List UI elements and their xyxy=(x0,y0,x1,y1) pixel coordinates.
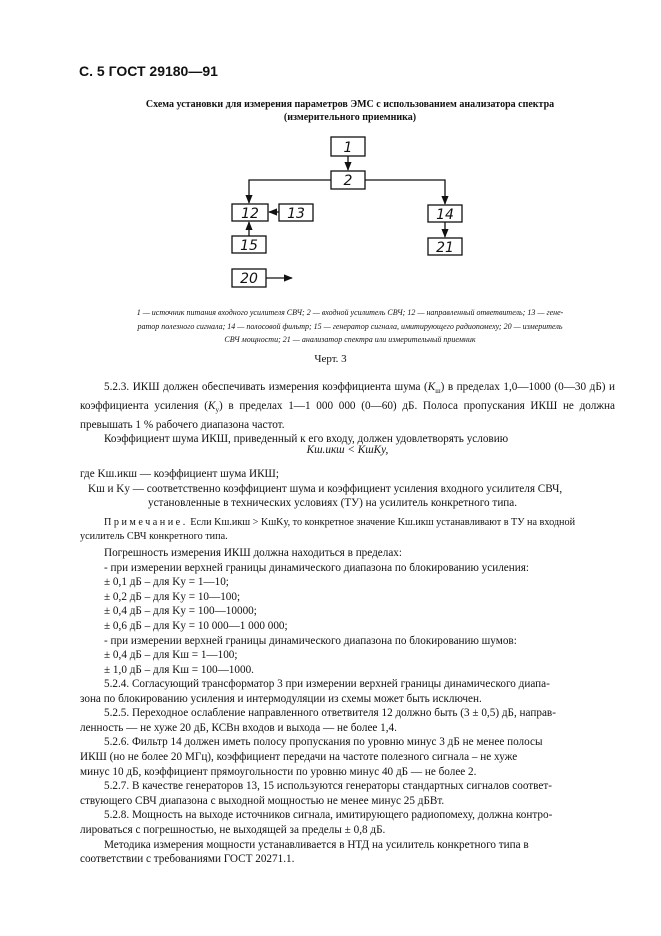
para-5-2-6-cont-1: ИКШ (но не более 20 МГц), коэффициент передачи на частоте полезного сигнала – не хуже xyxy=(80,750,518,763)
k-u-subscript: у xyxy=(215,406,219,415)
label-12: 12 xyxy=(241,206,259,222)
label-20: 20 xyxy=(240,271,258,287)
para-5-2-7-cont: ствующего СВЧ диапазона с выходной мощностью не менее минус 25 дБВт. xyxy=(80,794,445,807)
arrow-2-12 xyxy=(249,180,331,203)
note xyxy=(80,516,615,543)
note-text-1: Если Kш.икш > KшKу, то конкретное значение Kш.икш устанавливают в ТУ на входной xyxy=(190,517,576,528)
para-5-2-4: 5.2.4. Согласующий трансформатор 3 при измерении верхней границы динамического диапа- xyxy=(104,678,550,690)
error-item-5: ± 0,4 дБ – для Kш = 1—100; xyxy=(104,649,238,662)
figure-legend xyxy=(80,306,620,347)
caption-line-2: (измерительного приемника) xyxy=(283,112,417,123)
para-5-2-5-cont: ленность — не хуже 20 дБ, КСВн входов и выхода — не более 1,4. xyxy=(80,721,397,734)
para-5-2-3-start: 5.2.3. ИКШ должен обеспечивать измерения коэффициента шума ( xyxy=(104,381,428,393)
note-line-2: усилитель СВЧ конкретного типа. xyxy=(80,530,228,542)
error-gain-heading: - при измерении верхней границы динамического диапазона по блокированию усиления: xyxy=(104,561,529,574)
error-item-4: ± 0,6 дБ – для Kу = 10 000—1 000 000; xyxy=(104,619,288,632)
note-title: Примечание. xyxy=(104,517,188,528)
label-14: 14 xyxy=(436,207,454,223)
para-5-2-6: 5.2.6. Фильтр 14 должен иметь полосу пропускания по уровню минус 3 дБ не менее полосы xyxy=(104,736,543,749)
formula: Kш.икш < KшKу, xyxy=(306,444,389,456)
error-item-6: ± 1,0 дБ – для Kш = 100—1000. xyxy=(104,663,254,676)
k-sh-subscript: ш xyxy=(435,387,441,396)
para-noise-condition: Коэффициент шума ИКШ, приведенный к его входу, должен удовлетворять условию xyxy=(104,433,509,446)
para-method-cont: соответствии с требованиями ГОСТ 20271.1. xyxy=(80,853,295,866)
sections-5-2-4-to-5-2-8 xyxy=(80,677,615,867)
legend-line-2: ратор полезного сигнала; 14 — полосовой фильтр; 15 — генератор сигнала, имитирующего радиопомеху; 20 — измеритель xyxy=(137,321,563,331)
para-5-2-3-end: ) в пределах 1—1 000 000 (0—60) дБ. Полоса пропускания ИКШ не должна превышать 1 % рабочего диапазона частот. xyxy=(80,399,615,431)
arrow-2-14 xyxy=(365,180,445,204)
legend-line-1: 1 — источник питания входного усилителя СВЧ; 2 — входной усилитель СВЧ; 12 — направленный ответвитель; 13 — гене- xyxy=(136,308,564,317)
definition-k-sh-k-u: Kш и Kу — соответственно коэффициент шума и коэффициент усиления входного усилителя СВЧ, xyxy=(88,482,563,495)
page-header: С. 5 ГОСТ 29180—91 xyxy=(79,63,218,79)
label-21: 21 xyxy=(436,240,454,256)
definitions xyxy=(80,467,615,511)
legend-line-3: СВЧ мощности; 21 — анализатор спектра или измерительный приемник xyxy=(224,335,476,344)
label-13: 13 xyxy=(287,206,305,222)
para-method: Методика измерения мощности устанавливается в НТД на усилитель конкретного типа в xyxy=(104,838,529,851)
note-line-1 xyxy=(80,516,615,530)
label-2: 2 xyxy=(343,173,353,189)
para-5-2-3 xyxy=(80,380,615,432)
k-u-symbol: К xyxy=(208,399,216,412)
error-noise-heading: - при измерении верхней границы динамического диапазона по блокированию шумов: xyxy=(104,634,517,647)
para-5-2-8-cont: лироваться с погрешностью, не выходящей за пределы ± 0,8 дБ. xyxy=(80,823,386,836)
error-limits xyxy=(80,546,615,677)
error-intro: Погрешность измерения ИКШ должна находиться в пределах: xyxy=(104,547,402,559)
para-5-2-4-cont: зона по блокированию усиления и интермодуляции из схемы может быть исключен. xyxy=(80,692,482,705)
section-5-2-3 xyxy=(80,380,615,447)
para-5-2-8: 5.2.8. Мощность на выходе источников сигнала, имитирующего радиопомеху, должна контро- xyxy=(104,809,553,822)
para-5-2-5: 5.2.5. Переходное ослабление направленного ответвителя 12 должно быть (3 ± 0,5) дБ, направ- xyxy=(104,707,556,720)
para-5-2-3-mid: ) в пределах 1,0—1000 (0—30 дБ) и коэффициента усиления ( xyxy=(80,381,615,412)
figure-label: Черт. 3 xyxy=(314,353,347,365)
k-sh-symbol: К xyxy=(427,381,436,393)
definition-k-sh-k-u-cont: установленные в технических условиях (ТУ) на усилитель конкретного типа. xyxy=(148,497,518,510)
para-5-2-6-cont-2: минус 10 дБ, коэффициент прямоугольности по уровню минус 40 дБ — не более 2. xyxy=(80,765,477,778)
error-item-3: ± 0,4 дБ – для Kу = 100—10000; xyxy=(104,605,257,618)
definition-k-sh-iksh: где Kш.икш — коэффициент шума ИКШ; xyxy=(80,468,279,480)
para-5-2-7: 5.2.7. В качестве генераторов 13, 15 используются генераторы стандартных сигналов соответ- xyxy=(104,780,552,793)
block-diagram xyxy=(0,0,661,300)
error-item-2: ± 0,2 дБ – для Kу = 10—100; xyxy=(104,590,241,603)
label-15: 15 xyxy=(240,238,258,254)
error-item-1: ± 0,1 дБ – для Kу = 1—10; xyxy=(104,576,229,589)
caption-line-1: Схема установки для измерения параметров ЭМС с использованием анализатора спектра xyxy=(145,99,555,110)
label-1: 1 xyxy=(343,140,353,156)
